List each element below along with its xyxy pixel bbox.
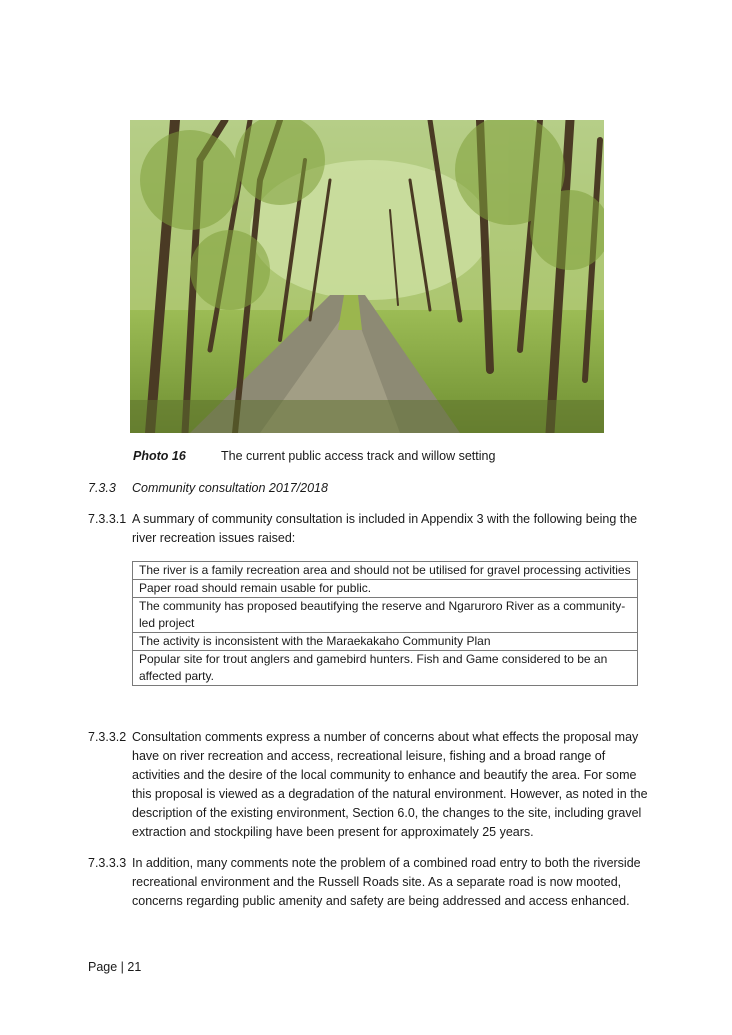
table-cell: Paper road should remain usable for public. (133, 580, 638, 598)
photo-caption-label: Photo 16 (133, 449, 186, 463)
photo-caption-text: The current public access track and willow setting (221, 449, 496, 463)
paragraph-text: A summary of community consultation is included in Appendix 3 with the following being the river recreation issues raised: (132, 512, 638, 545)
table-row (133, 598, 638, 633)
track-photo (130, 120, 604, 433)
table-cell: Popular site for trout anglers and gamebird hunters. Fish and Game considered to be an affected party. (133, 651, 638, 686)
paragraph-number: 7.3.3.1 (88, 512, 127, 526)
table-row (133, 562, 638, 580)
photo-track-willows-image (130, 120, 604, 433)
table-row (133, 580, 638, 598)
photo-caption (133, 449, 495, 463)
paragraph-text: Consultation comments express a number of concerns about what effects the proposal may have on river recreation and access, recreational leisure, fishing and a broad range of activities and the desire of the local community to enhance and beautify the area. For some this proposal is viewed as a degradation of the natural environment. However, as noted in the description of the existing environment, Section 6.0, the changes to the site, including gravel extraction and stockpiling have been present for approximately 25 years. (132, 730, 648, 839)
table-cell: The river is a family recreation area and should not be utilised for gravel processing activities (133, 562, 638, 580)
page-footer: Page | 21 (88, 960, 142, 974)
section-number: 7.3.3 (88, 481, 116, 495)
section-heading (88, 481, 328, 495)
issues-table (132, 561, 638, 686)
paragraph-number: 7.3.3.2 (88, 730, 127, 744)
table-cell: The activity is inconsistent with the Maraekakaho Community Plan (133, 633, 638, 651)
table-row (133, 651, 638, 686)
table-row (133, 633, 638, 651)
paragraph-7-3-3-1 (88, 510, 648, 548)
paragraph-number: 7.3.3.3 (88, 856, 127, 870)
paragraph-7-3-3-3 (88, 854, 648, 911)
paragraph-text: In addition, many comments note the problem of a combined road entry to both the riverside recreational environment and the Russell Roads site. As a separate road is now mooted, concerns regarding public amenity and safety are being addressed and access enhanced. (132, 856, 641, 908)
table-cell: The community has proposed beautifying the reserve and Ngaruroro River as a community-led project (133, 598, 638, 633)
paragraph-7-3-3-2 (88, 728, 648, 842)
section-title: Community consultation 2017/2018 (132, 481, 328, 495)
